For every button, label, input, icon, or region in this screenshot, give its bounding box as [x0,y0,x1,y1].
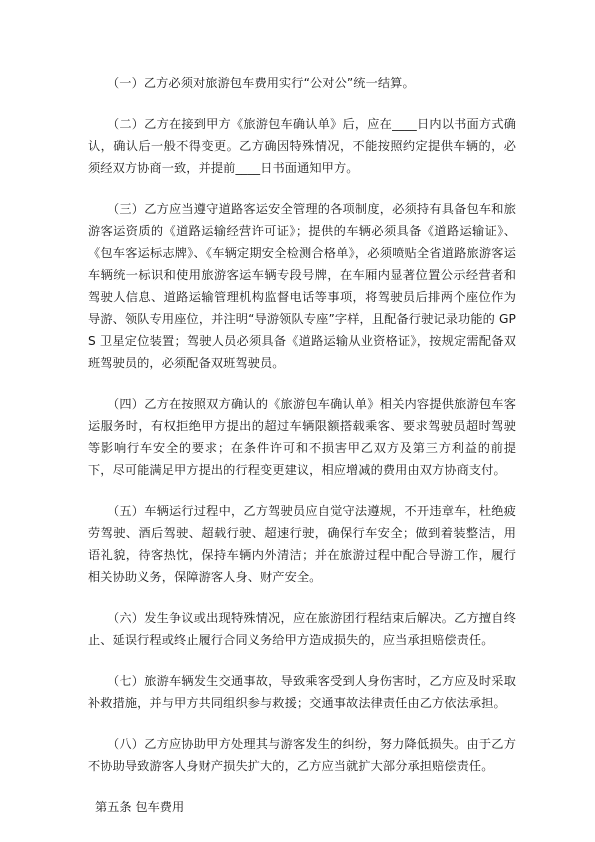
clause-6-paragraph: （六）发生争议或出现特殊情况，应在旅游团行程结束后解决。乙方擅自终止、延误行程或终止履行合同义务给甲方造成损失的，应当承担赔偿责任。 [88,611,516,647]
clause-1-paragraph: （一）乙方必须对旅游包车费用实行“公对公”统一结算。 [107,76,415,90]
clause-7-paragraph: （七）旅游车辆发生交通事故，导致乘客受到人身伤害时，乙方应及时采取补救措施，并与甲方共同组织参与救援；交通事故法律责任由乙方依法承担。 [88,674,516,710]
clause-8-paragraph: （八）乙方应协助甲方处理其与游客发生的纠纷，努力降低损失。由于乙方不协助导致游客人身财产损失扩大的，乙方应当就扩大部分承担赔偿责任。 [88,737,516,773]
section-heading: 第五条 包车费用 [95,800,185,814]
clause-3-paragraph: （三）乙方应当遵守道路客运安全管理的各项制度，必须持有具备包车和旅游客运资质的《道路运输经营许可证》；提供的车辆必须具备《道路运输证》、《包车客运标志牌》、《车辆定期安全检测合格单》，必须喷贴全省道路旅游客运车辆统一标识和使用旅游客运车辆专段号牌，在车厢内显著位置公示经营者和驾驶人信息、道路运输管理机构监督电话等事项，将驾驶员后排两个座位作为导游、领队专用座位，并注明“导游领队专座”字样，且配备行驶记录功能的 GPS 卫星定位装置；驾驶人员必须具备《道路运输从业资格证》，按规定需配备双班驾驶员的，必须配备双班驾驶员。 [88,202,516,370]
document-body [88,72,516,818]
clause-5-paragraph: （五）车辆运行过程中，乙方驾驶员应自觉守法遵规，不开违章车，杜绝疲劳驾驶、酒后驾驶、超载行驶、超速行驶，确保行车安全；做到着装整洁，用语礼貌，待客热忱，保持车辆内外清洁；并在旅游过程中配合导游工作，履行相关协助义务，保障游客人身、财产安全。 [88,504,516,584]
clause-4-paragraph: （四）乙方在按照双方确认的《旅游包车确认单》相关内容提供旅游包车客运服务时，有权拒绝甲方提出的超过车辆限额搭载乘客、要求驾驶员超时驾驶等影响行车安全的要求；在条件许可和不损害甲乙双方及第三方利益的前提下，尽可能满足甲方提出的行程变更建议，相应增减的费用由双方协商支付。 [88,397,516,477]
clause-2-paragraph: （二）乙方在接到甲方《旅游包车确认单》后，应在____日内以书面方式确认，确认后一般不得变更。乙方确因特殊情况，不能按照约定提供车辆的，必须经双方协商一致，并提前____日书面通知甲方。 [88,117,516,175]
